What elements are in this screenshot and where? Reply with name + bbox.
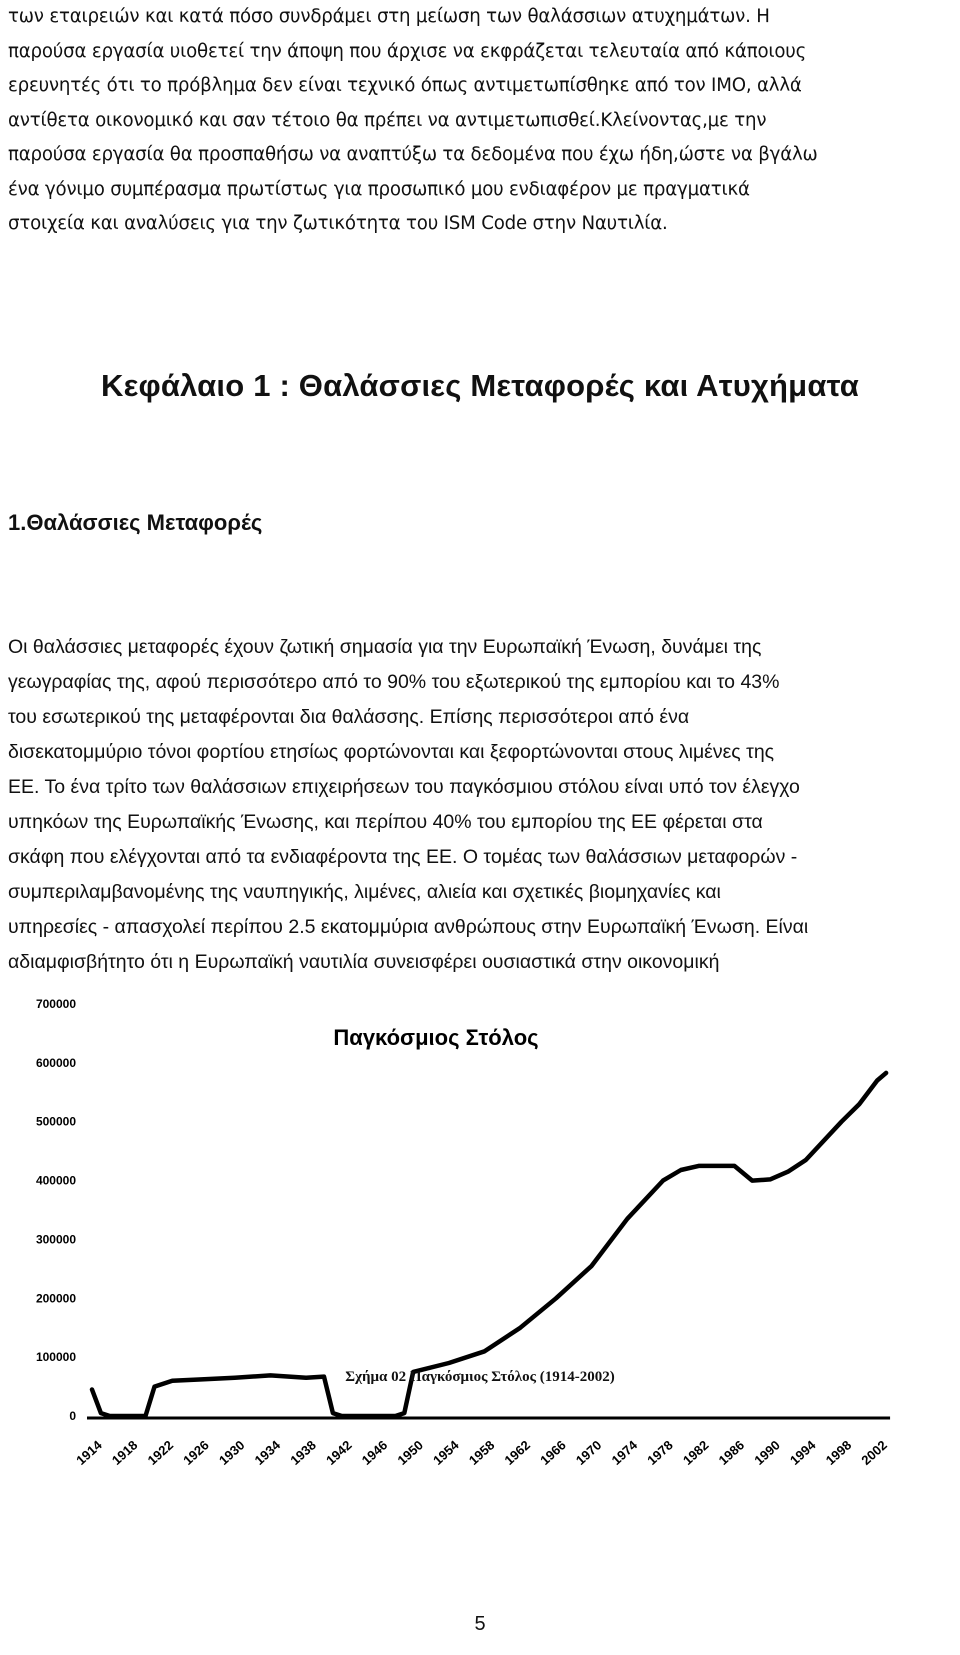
x-tick-label: 1946 — [358, 1437, 391, 1468]
body-line: του εσωτερικού της μεταφέρονται δια θαλάσσης. Επίσης περισσότεροι από ένα — [8, 706, 690, 728]
body-paragraph — [8, 630, 958, 980]
figure-caption: Σχήμα 02 Παγκόσμιος Στόλος (1914-2002) — [345, 1369, 615, 1385]
page-number: 5 — [474, 1613, 486, 1635]
body-line: υπηκόων της Ευρωπαϊκής Ένωσης, και περίπου 40% του εμπορίου της ΕΕ φέρεται στα — [8, 811, 763, 833]
body-line: υπηρεσίες - απασχολεί περίπου 2.5 εκατομμύρια ανθρώπους στην Ευρωπαϊκή Ένωση. Είναι — [8, 916, 809, 938]
y-tick-label: 0 — [69, 1409, 76, 1423]
body-line: ΕΕ. Το ένα τρίτο των θαλάσσιων επιχειρήσεων του παγκόσμιου στόλου είναι υπό τον έλεγχο — [8, 776, 800, 798]
x-tick-label: 1950 — [394, 1437, 426, 1468]
intro-line: ερευνητές ότι το πρόβλημα δεν είναι τεχνικό όπως αντιμετωπίσθηκε από τον IMO, αλλά — [8, 75, 802, 96]
x-tick-label: 1982 — [679, 1437, 712, 1468]
y-tick-label: 300000 — [35, 1232, 76, 1247]
y-tick-label: 100000 — [35, 1350, 76, 1365]
body-line: συμπεριλαμβανομένης της ναυπηγικής, λιμένες, αλιεία και σχετικές βιομηχανίες και — [8, 881, 721, 903]
x-tick-label: 1998 — [822, 1437, 855, 1468]
x-tick-label: 1914 — [73, 1437, 105, 1468]
chart-canvas — [0, 997, 960, 1468]
y-tick-label: 200000 — [35, 1291, 76, 1306]
x-tick-label: 1926 — [180, 1437, 212, 1468]
x-tick-label: 1954 — [430, 1437, 462, 1468]
intro-line: παρούσα εργασία θα προσπαθήσω να αναπτύξω τα δεδομένα που έχω ήδη,ώστε να βγάλω — [8, 144, 818, 165]
x-tick-label: 1962 — [501, 1437, 534, 1468]
fleet-series-line — [92, 1073, 886, 1416]
x-tick-label: 1958 — [465, 1437, 498, 1468]
x-tick-label: 2002 — [858, 1437, 890, 1468]
body-line: σκάφη που ελέγχονται από τα ενδιαφέροντα της ΕΕ. Ο τομέας των θαλάσσιων μεταφορών - — [8, 846, 798, 868]
intro-line: στοιχεία και αναλύσεις για την ζωτικότητα του ISM Code στην Ναυτιλία. — [8, 213, 668, 234]
x-tick-label: 1994 — [787, 1437, 819, 1468]
x-tick-label: 1978 — [644, 1437, 676, 1468]
intro-line: ένα γόνιμο συμπέρασμα πρωτίστως για προσωπικό μου ενδιαφέρον με πραγματικά — [8, 178, 750, 200]
world-fleet-chart — [0, 997, 960, 1468]
x-tick-label: 1942 — [323, 1437, 355, 1468]
x-tick-label: 1938 — [287, 1437, 319, 1468]
x-tick-label: 1986 — [715, 1437, 748, 1468]
body-line: αδιαμφισβήτητο ότι η Ευρωπαϊκή ναυτιλία συνεισφέρει ουσιαστικά στην οικονομική — [8, 951, 720, 973]
intro-paragraph — [8, 0, 958, 242]
x-tick-label: 1918 — [108, 1437, 141, 1468]
x-tick-label: 1966 — [537, 1437, 569, 1468]
body-line: δισεκατομμύριο τόνοι φορτίου ετησίως φορτώνονται και ξεφορτώνονται στους λιμένες της — [8, 741, 775, 763]
x-tick-label: 1990 — [751, 1437, 783, 1468]
y-tick-label: 500000 — [35, 1114, 76, 1129]
x-tick-label: 1970 — [572, 1437, 605, 1468]
intro-line: παρούσα εργασία υιοθετεί την άποψη που άρχισε να εκφράζεται τελευταία από κάποιους — [8, 40, 807, 62]
chart-title: Παγκόσμιος Στόλος — [333, 1025, 539, 1050]
section-heading: 1.Θαλάσσιες Μεταφορές — [8, 510, 263, 535]
y-tick-label: 400000 — [35, 1173, 76, 1188]
x-tick-label: 1922 — [144, 1437, 177, 1468]
body-line: Οι θαλάσσιες μεταφορές έχουν ζωτική σημασία για την Ευρωπαϊκή Ένωση, δυνάμει της — [8, 636, 762, 658]
intro-line: αντίθετα οικονομικό και σαν τέτοιο θα πρέπει να αντιμετωπισθεί.Κλείνοντας,με την — [8, 109, 767, 131]
chapter-title: Κεφάλαιο 1 : Θαλάσσιες Μεταφορές και Ατυχήματα — [100, 368, 860, 403]
x-tick-label: 1974 — [608, 1437, 641, 1468]
body-line: γεωγραφίας της, αφού περισσότερο από το 90% του εξωτερικού της εμπορίου και το 43% — [8, 671, 780, 693]
intro-line: των εταιρειών και κατά πόσο συνδράμει στη μείωση των θαλάσσιων ατυχημάτων. Η — [8, 6, 770, 27]
y-tick-label: 700000 — [35, 997, 76, 1011]
x-tick-label: 1930 — [215, 1437, 248, 1468]
y-tick-label: 600000 — [35, 1055, 76, 1070]
x-tick-label: 1934 — [251, 1437, 284, 1468]
